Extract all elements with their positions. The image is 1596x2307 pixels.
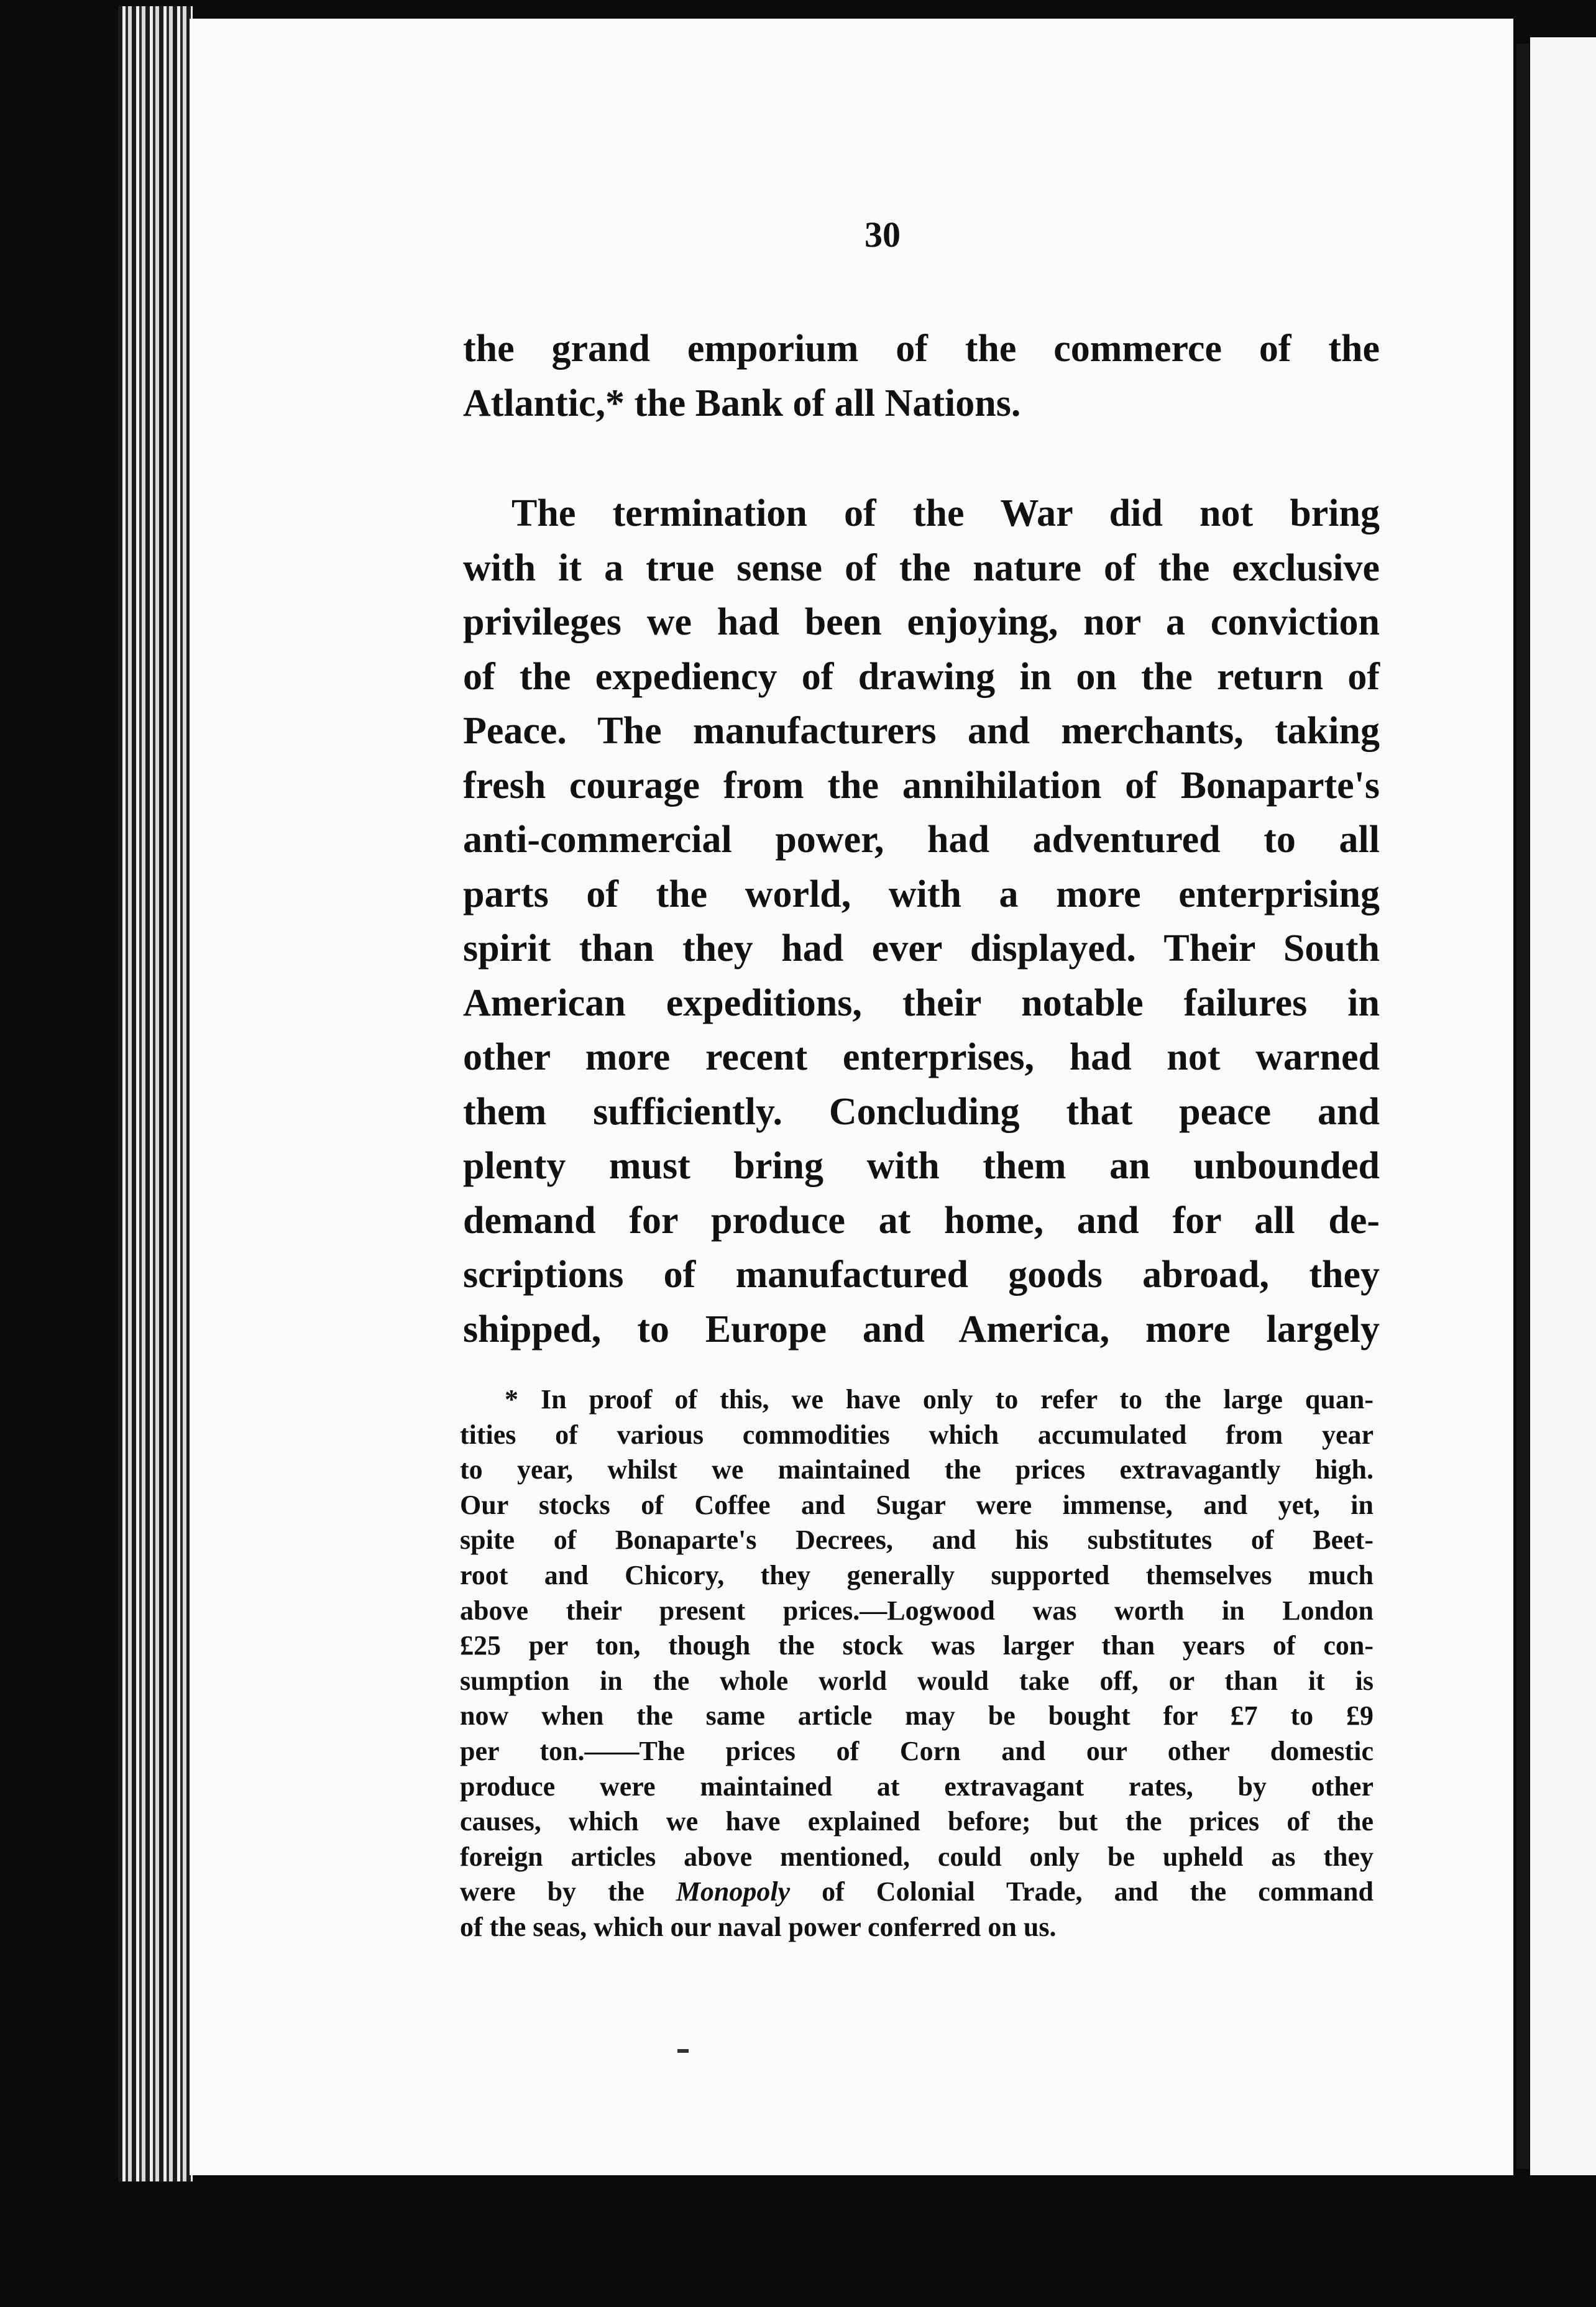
footnote-line: sumption in the whole world would take off, or than it is bbox=[460, 1665, 1374, 1696]
footnote-line: above their present prices.—Logwood was worth in London bbox=[460, 1595, 1374, 1626]
body-line: anti-commercial power, had adventured to all bbox=[463, 819, 1380, 861]
footnote-line: Our stocks of Coffee and Sugar were immense, and yet, in bbox=[460, 1489, 1374, 1520]
body-line: with it a true sense of the nature of the exclusive bbox=[463, 546, 1380, 589]
monopoly-italic: Monopoly bbox=[676, 1876, 791, 1907]
page-number: 30 bbox=[864, 214, 901, 255]
body-line: other more recent enterprises, had not warned bbox=[463, 1036, 1380, 1078]
body-line: plenty must bring with them an unbounded bbox=[463, 1145, 1380, 1187]
stray-mark bbox=[677, 2049, 689, 2053]
footnote-line: per ton.——The prices of Corn and our other domestic bbox=[460, 1735, 1374, 1766]
footnote-line: * In proof of this, we have only to refer to the large quan- bbox=[505, 1384, 1374, 1415]
footnote-line: tities of various commodities which accumulated from year bbox=[460, 1419, 1374, 1450]
footnote-line: foreign articles above mentioned, could only be upheld as they bbox=[460, 1841, 1374, 1872]
body-line: parts of the world, with a more enterprising bbox=[463, 873, 1380, 915]
body-line: scriptions of manufactured goods abroad, they bbox=[463, 1254, 1380, 1296]
gutter-shadow bbox=[1516, 44, 1529, 2169]
body-line: the grand emporium of the commerce of the bbox=[463, 328, 1380, 370]
footnote-line: of the seas, which our naval power conferred on us. bbox=[460, 1911, 1057, 1942]
body-line: American expeditions, their notable failures in bbox=[463, 981, 1380, 1024]
body-line: them sufficiently. Concluding that peace and bbox=[463, 1090, 1380, 1133]
footnote-line-end: of Colonial Trade, and the command bbox=[790, 1876, 1374, 1907]
body-line: The termination of the War did not bring bbox=[511, 492, 1380, 534]
body-line: Atlantic,* the Bank of all Nations. bbox=[463, 382, 1021, 424]
body-line: demand for produce at home, and for all de- bbox=[463, 1199, 1380, 1242]
footnote-line-monopoly bbox=[460, 1874, 1374, 1910]
footnote-line: produce were maintained at extravagant rates, by other bbox=[460, 1771, 1374, 1802]
footnote-line: causes, which we have explained before; but the prices of the bbox=[460, 1806, 1374, 1837]
footnote-line-start: were by the bbox=[460, 1876, 676, 1907]
left-page-edges bbox=[118, 6, 193, 2181]
next-page-sliver bbox=[1530, 37, 1596, 2175]
footnote-line: root and Chicory, they generally supported themselves much bbox=[460, 1559, 1374, 1590]
body-line: shipped, to Europe and America, more largely bbox=[463, 1308, 1380, 1351]
footnote-line: to year, whilst we maintained the prices extravagantly high. bbox=[460, 1454, 1374, 1485]
body-line: spirit than they had ever displayed. Their South bbox=[463, 927, 1380, 970]
footnote-line: spite of Bonaparte's Decrees, and his substitutes of Beet- bbox=[460, 1525, 1374, 1556]
body-line: privileges we had been enjoying, nor a conviction bbox=[463, 601, 1380, 643]
footnote-line: now when the same article may be bought for £7 to £9 bbox=[460, 1700, 1374, 1731]
body-line: Peace. The manufacturers and merchants, taking bbox=[463, 710, 1380, 752]
body-line: of the expediency of drawing in on the return of bbox=[463, 655, 1380, 698]
body-line: fresh courage from the annihilation of Bonaparte's bbox=[463, 764, 1380, 807]
footnote bbox=[460, 1382, 1374, 1945]
footnote-line: £25 per ton, though the stock was larger than years of con- bbox=[460, 1630, 1374, 1661]
body-text bbox=[463, 322, 1380, 1357]
